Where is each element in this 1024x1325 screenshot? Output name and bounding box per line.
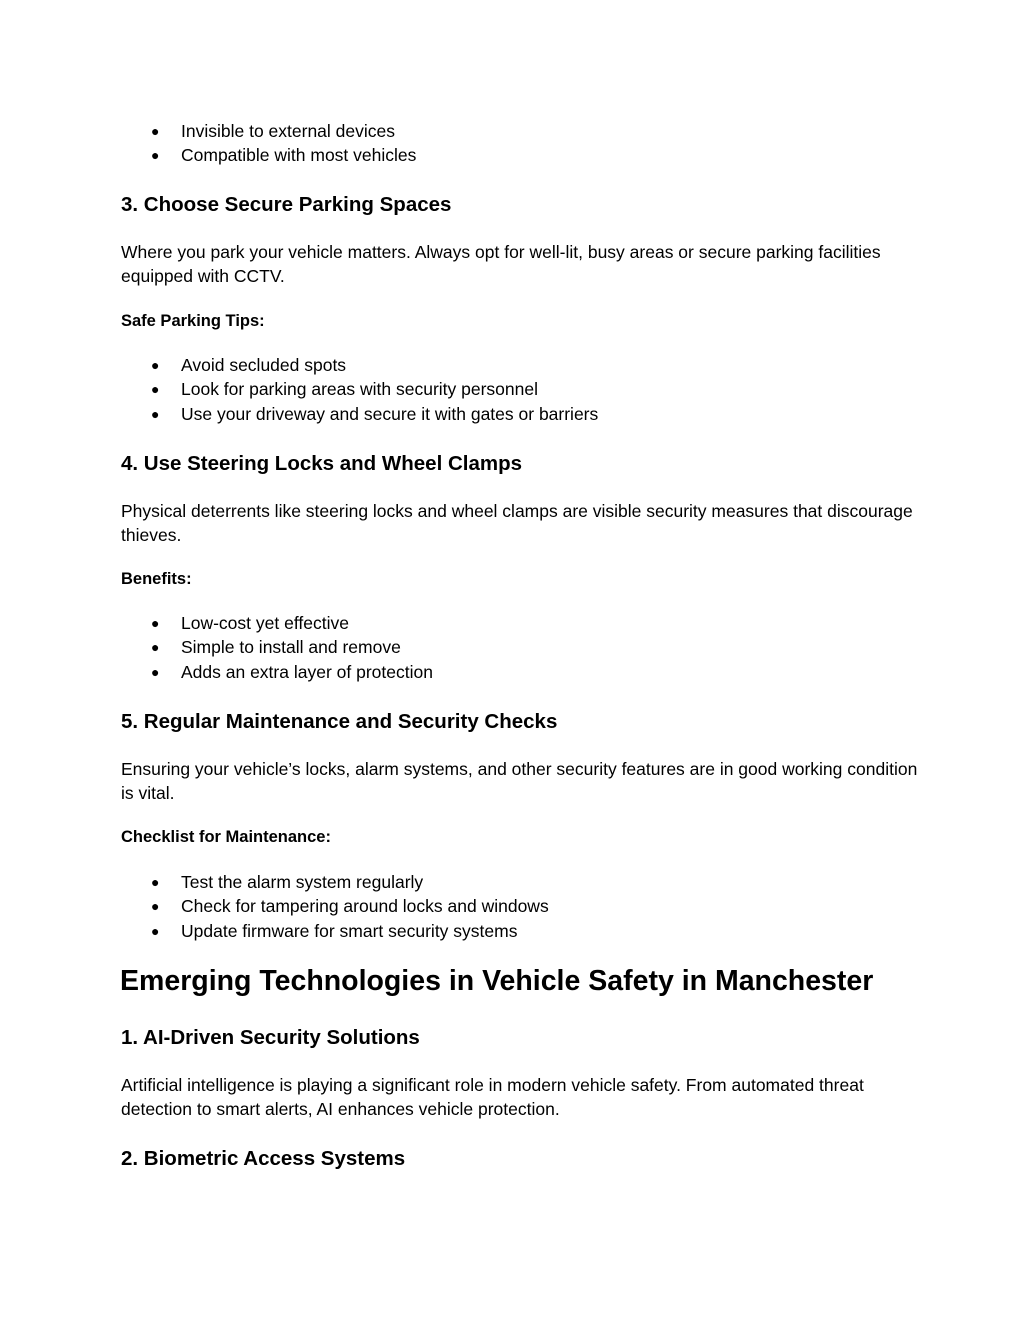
bullet-icon: ● <box>151 663 160 680</box>
list-item <box>0 919 549 943</box>
list-item <box>0 635 433 659</box>
section-4-label: Benefits: <box>121 570 192 588</box>
list-item-text: Avoid secluded spots <box>181 355 347 375</box>
section-3-paragraph: Where you park your vehicle matters. Always opt for well-lit, busy areas or secure parking facilities equipped with CCTV. <box>121 242 881 286</box>
list-item <box>0 894 549 918</box>
bullet-icon: ● <box>151 898 160 915</box>
list-item-text: Check for tampering around locks and windows <box>181 896 549 917</box>
subsection-1-paragraph: Artificial intelligence is playing a significant role in modern vehicle safety. From automated threat detection to smart alerts, AI enhances vehicle protection. <box>121 1075 864 1119</box>
bullet-icon: ● <box>151 639 160 656</box>
bullet-icon: ● <box>151 123 160 139</box>
list-item-text: Adds an extra layer of protection <box>181 661 433 682</box>
list-item-text: Low-cost yet effective <box>181 613 349 633</box>
bullet-icon: ● <box>151 922 160 939</box>
section-5-label: Checklist for Maintenance: <box>121 828 331 846</box>
section-4-paragraph: Physical deterrents like steering locks and wheel clamps are visible security measures that discourage thieves. <box>121 501 913 545</box>
bullet-icon: ● <box>151 381 160 398</box>
section-5-paragraph: Ensuring your vehicle’s locks, alarm systems, and other security features are in good working condition is vital. <box>121 759 918 803</box>
bullet-icon: ● <box>151 147 160 164</box>
section-3-heading: 3. Choose Secure Parking Spaces <box>121 193 452 216</box>
list-item <box>0 870 549 894</box>
bullet-icon: ● <box>151 357 160 373</box>
subsection-1-heading: 1. AI-Driven Security Solutions <box>121 1026 420 1049</box>
list-item-text: Look for parking areas with security personnel <box>181 379 538 400</box>
subsection-2-heading: 2. Biometric Access Systems <box>121 1147 406 1170</box>
section-3-label: Safe Parking Tips: <box>121 312 265 330</box>
list-item <box>0 611 433 635</box>
section-5-bullet-list <box>0 870 549 943</box>
list-item-text: Test the alarm system regularly <box>181 872 424 892</box>
bullet-icon: ● <box>151 615 160 631</box>
top-bullet-list <box>0 119 416 168</box>
list-item <box>0 143 416 167</box>
list-item-text: Compatible with most vehicles <box>181 145 417 166</box>
list-item-text: Use your driveway and secure it with gates or barriers <box>181 403 599 424</box>
list-item <box>0 377 598 401</box>
list-item-text: Update firmware for smart security systems <box>181 920 518 941</box>
list-item-text: Simple to install and remove <box>181 637 401 658</box>
list-item <box>0 660 433 684</box>
bullet-icon: ● <box>151 874 160 890</box>
list-item-text: Invisible to external devices <box>181 121 395 141</box>
bullet-icon: ● <box>151 405 160 422</box>
section-3-bullet-list <box>0 353 598 426</box>
section-4-bullet-list <box>0 611 433 684</box>
section-5-heading: 5. Regular Maintenance and Security Checks <box>121 710 558 733</box>
section-4-heading: 4. Use Steering Locks and Wheel Clamps <box>121 452 523 475</box>
emerging-tech-heading: Emerging Technologies in Vehicle Safety in Manchester <box>120 965 874 997</box>
list-item <box>0 402 598 426</box>
list-item <box>0 119 416 143</box>
list-item <box>0 353 598 377</box>
